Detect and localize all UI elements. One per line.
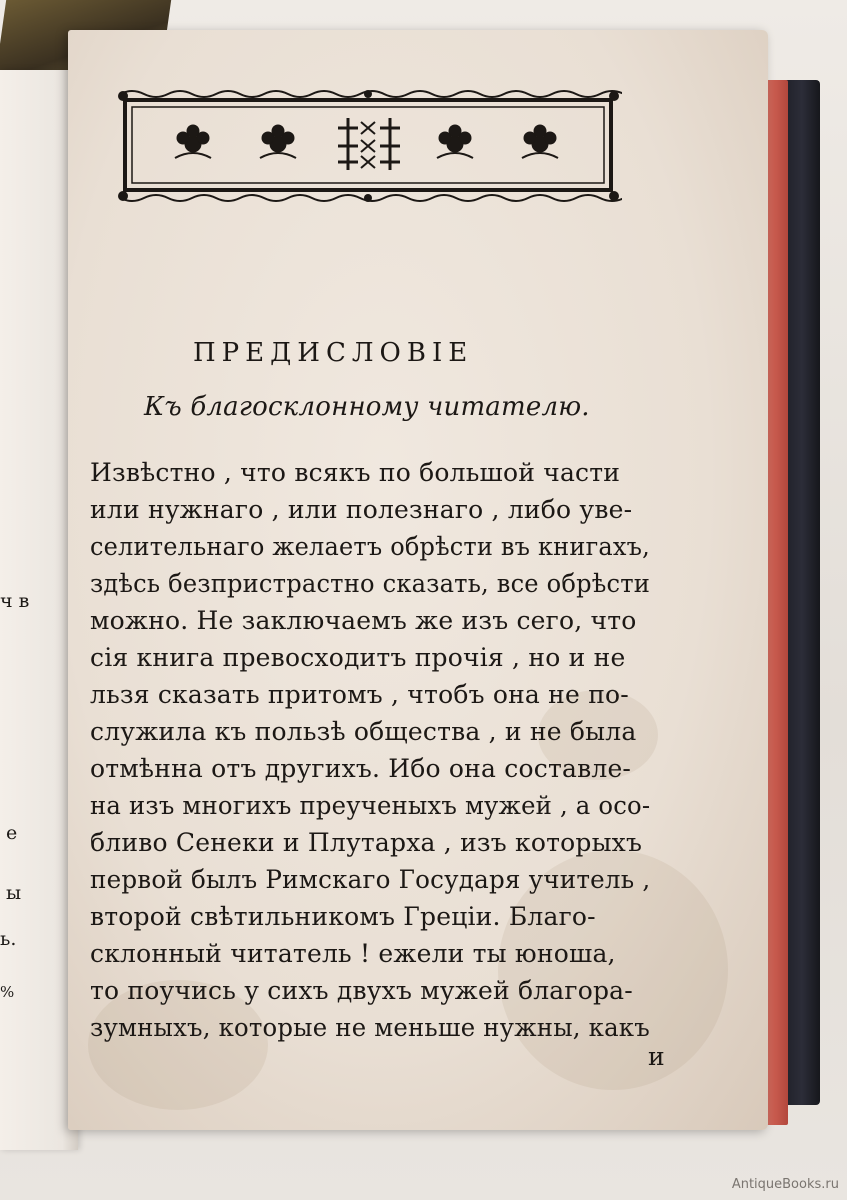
body-line: на изъ многихъ преученыхъ мужей , а осо- <box>90 791 651 820</box>
body-line: склонный читатель ! ежели ты юноша, <box>90 939 616 968</box>
watermark: AntiqueBooks.ru <box>731 1177 839 1192</box>
left-page-fragment: ч в <box>0 590 30 612</box>
page-title: ПРЕДИСЛОВІЕ <box>193 338 474 368</box>
catchword: и <box>648 1042 665 1071</box>
left-page-fragment: % <box>0 983 15 1001</box>
body-line: можно. Не заключаемъ же изъ сего, что <box>90 606 637 635</box>
page-subtitle: Къ благосклонному читателю. <box>144 392 590 422</box>
left-page-fragment: е <box>6 822 18 844</box>
body-line: или нужнаго , или полезнаго , либо уве- <box>90 495 633 524</box>
body-line: бливо Сенеки и Плутарха , изъ которыхъ <box>90 828 643 857</box>
body-line: отмѣнна отъ другихъ. Ибо она составле- <box>90 754 632 783</box>
body-line: сія книга превосходитъ прочія , но и не <box>90 643 626 672</box>
body-line: то поучись у сихъ двухъ мужей благора- <box>90 976 633 1005</box>
body-line: служила къ пользѣ общества , и не была <box>90 717 637 746</box>
left-page-fragment: ь. <box>0 928 17 950</box>
body-line: здѣсь безпристрастно сказать, все обрѣсти <box>90 569 651 598</box>
body-line: льзя сказать притомъ , чтобъ она не по- <box>90 680 629 709</box>
body-line: селительнаго желаетъ обрѣсти въ книгахъ, <box>90 532 650 561</box>
left-page-fragment: ы <box>6 882 22 904</box>
body-line: первой былъ Римскаго Государя учитель , <box>90 865 651 894</box>
body-line: второй свѣтильникомъ Греціи. Благо- <box>90 902 596 931</box>
body-line: зумныхъ, которые не меньше нужны, какъ <box>90 1013 650 1042</box>
body-line: Извѣстно , что всякъ по большой части <box>90 458 621 487</box>
